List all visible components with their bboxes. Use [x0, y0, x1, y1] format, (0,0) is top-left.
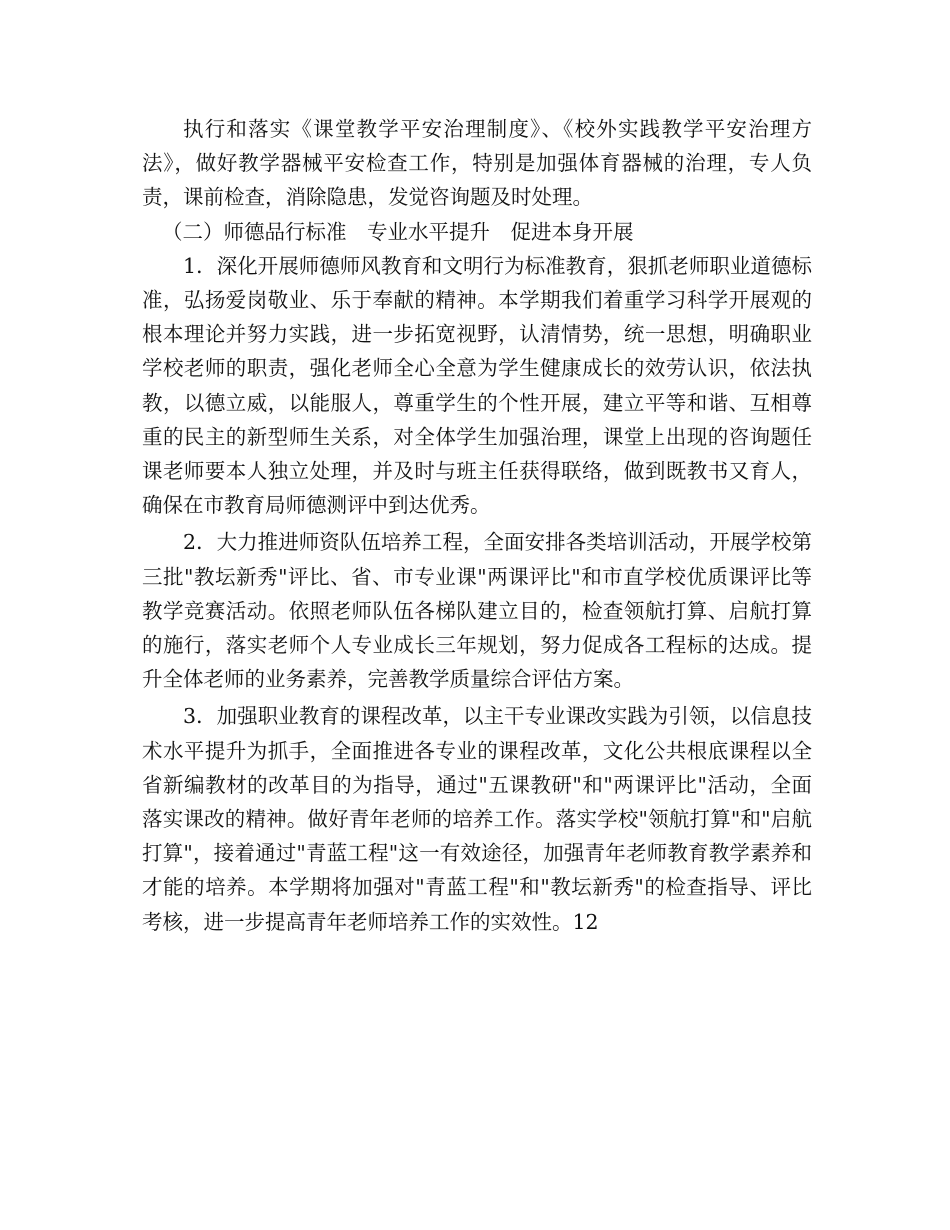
paragraph-safety-management: 执行和落实《课堂教学平安治理制度》、《校外实践教学平安治理方法》，做好教学器械平安检查工作，特别是加强体育器械的治理，专人负责，课前检查，消除隐患，发觉咨询题及时处理。 — [142, 117, 812, 210]
paragraph-curriculum-reform: 3．加强职业教育的课程改革，以主干专业课改实践为引领，以信息技术水平提升为抓手，全面推进各专业的课程改革，文化公共根底课程以全省新编教材的改革目的为指导，通过"五课教研"和"两课评比"活动，全面落实课改的精神。做好青年老师的培养工作。落实学校"领航打算"和"启航打算"，接着通过"青蓝工程"这一有效途径，加强青年老师教育教学素养和才能的培养。本学期将加强对"青蓝工程"和"教坛新秀"的检查指导、评比考核，进一步提高青年老师培养工作的实效性。12 — [142, 704, 812, 934]
paragraph-ethics-education: 1．深化开展师德师风教育和文明行为标准教育，狠抓老师职业道德标准，弘扬爱岗敬业、乐于奉献的精神。本学期我们着重学习科学开展观的根本理论并努力实践，进一步拓宽视野，认清情势，统一思想，明确职业学校老师的职责，强化老师全心全意为学生健康成长的效劳认识，依法执教，以德立威，以能服人，尊重学生的个性开展，建立平等和谐、互相尊重的民主的新型师生关系，对全体学生加强治理，课堂上出现的咨询题任课老师要本人独立处理，并及时与班主任获得联络，做到既教书又育人，确保在市教育局师德测评中到达优秀。 — [142, 253, 812, 518]
section-heading-teacher-ethics: （二）师德品行标准 专业水平提升 促进本身开展 — [162, 219, 634, 244]
paragraph-teacher-training: 2．大力推进师资队伍培养工程，全面安排各类培训活动，开展学校第三批"教坛新秀"评比、省、市专业课"两课评比"和市直学校优质课评比等教学竞赛活动。依照老师队伍各梯队建立目的，检查领航打算、启航打算的施行，落实老师个人专业成长三年规划，努力促成各工程标的达成。提升全体老师的业务素养，完善教学质量综合评估方案。 — [142, 530, 812, 692]
document-body — [142, 112, 812, 939]
